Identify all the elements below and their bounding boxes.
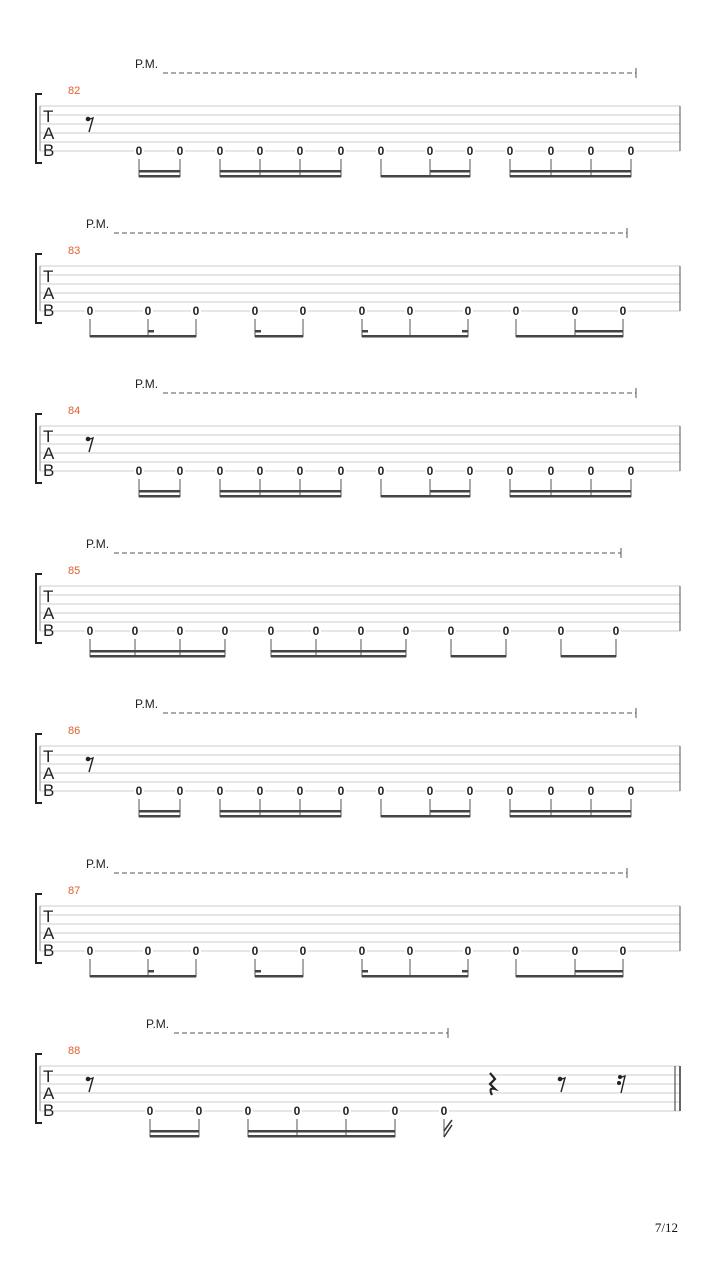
palm-mute-label: P.M. xyxy=(135,57,159,71)
fret-number: 0 xyxy=(293,1104,301,1118)
tab-system xyxy=(36,377,680,498)
fret-number: 0 xyxy=(466,464,474,478)
fret-number: 0 xyxy=(377,784,385,798)
fret-number: 0 xyxy=(216,784,224,798)
fret-number: 0 xyxy=(627,144,635,158)
fret-number: 0 xyxy=(506,464,514,478)
fret-number: 0 xyxy=(312,624,320,638)
beam xyxy=(139,490,180,493)
fret-number: 0 xyxy=(176,144,184,158)
fret-number: 0 xyxy=(587,144,595,158)
beam xyxy=(271,650,406,653)
fret-number: 0 xyxy=(337,784,345,798)
fret-number: 0 xyxy=(377,464,385,478)
fret-number: 0 xyxy=(377,144,385,158)
beam xyxy=(90,655,225,658)
page-number: 7/12 xyxy=(654,1220,678,1235)
fret-number: 0 xyxy=(447,624,455,638)
beam xyxy=(255,330,261,333)
fret-number: 0 xyxy=(619,304,627,318)
measure-number: 82 xyxy=(68,85,81,97)
fret-number: 0 xyxy=(176,784,184,798)
beam xyxy=(510,170,631,173)
beam xyxy=(510,490,631,493)
fret-number: 0 xyxy=(406,944,414,958)
fret-number: 0 xyxy=(506,144,514,158)
beam xyxy=(561,655,616,658)
palm-mute-label: P.M. xyxy=(135,697,159,711)
beam xyxy=(90,335,196,338)
measure-number: 84 xyxy=(68,405,81,417)
system-bracket xyxy=(36,414,42,483)
beam xyxy=(255,970,261,973)
tab-system xyxy=(36,857,680,978)
system-bracket xyxy=(36,1054,42,1123)
beam xyxy=(575,335,623,338)
fret-number: 0 xyxy=(256,784,264,798)
system-bracket xyxy=(36,254,42,323)
tab-letter: T xyxy=(43,427,54,446)
beam xyxy=(220,170,341,173)
fret-number: 0 xyxy=(464,304,472,318)
beam xyxy=(430,810,470,813)
beam xyxy=(362,975,468,978)
fret-number: 0 xyxy=(216,144,224,158)
fret-number: 0 xyxy=(506,784,514,798)
fret-number: 0 xyxy=(299,304,307,318)
fret-number: 0 xyxy=(426,784,434,798)
beam xyxy=(430,815,470,818)
fret-number: 0 xyxy=(587,784,595,798)
palm-mute-label: P.M. xyxy=(146,1017,170,1031)
beam xyxy=(148,330,154,333)
tab-letter: B xyxy=(43,1101,55,1120)
fret-number: 0 xyxy=(357,624,365,638)
tab-letter: A xyxy=(43,444,55,463)
beam xyxy=(462,970,468,973)
beam xyxy=(575,975,623,978)
fret-number: 0 xyxy=(86,944,94,958)
beam xyxy=(139,815,180,818)
beam xyxy=(220,495,341,498)
beam xyxy=(575,330,623,333)
fret-number: 0 xyxy=(267,624,275,638)
tab-letter: B xyxy=(43,141,55,160)
fret-number: 0 xyxy=(256,464,264,478)
fret-number: 0 xyxy=(426,144,434,158)
tab-system xyxy=(36,537,680,658)
beam xyxy=(148,970,154,973)
fret-number: 0 xyxy=(251,304,259,318)
tab-letter: T xyxy=(43,107,54,126)
fret-number: 0 xyxy=(342,1104,350,1118)
fret-number: 0 xyxy=(337,464,345,478)
beam xyxy=(220,815,341,818)
measure-number: 87 xyxy=(68,885,81,897)
beam xyxy=(139,810,180,813)
fret-number: 0 xyxy=(86,304,94,318)
fret-number: 0 xyxy=(144,944,152,958)
measure-number: 86 xyxy=(68,725,81,737)
tab-letter: B xyxy=(43,461,55,480)
fret-number: 0 xyxy=(299,944,307,958)
fret-number: 0 xyxy=(571,944,579,958)
fret-number: 0 xyxy=(358,304,366,318)
beam xyxy=(255,335,303,338)
tab-letter: T xyxy=(43,747,54,766)
fret-number: 0 xyxy=(192,944,200,958)
tab-letter: B xyxy=(43,301,55,320)
note-flag xyxy=(444,1120,452,1137)
sixteenth-rest-dot xyxy=(617,1081,621,1085)
beam xyxy=(139,170,180,173)
beam xyxy=(430,170,470,173)
beam xyxy=(510,810,631,813)
tab-letter: T xyxy=(43,1067,54,1086)
fret-number: 0 xyxy=(466,784,474,798)
tab-letter: B xyxy=(43,781,55,800)
tab-letter: T xyxy=(43,267,54,286)
fret-number: 0 xyxy=(296,464,304,478)
beam xyxy=(248,1130,395,1133)
beam xyxy=(248,1135,395,1138)
measure-number: 88 xyxy=(68,1045,81,1057)
fret-number: 0 xyxy=(216,464,224,478)
fret-number: 0 xyxy=(86,624,94,638)
beam xyxy=(430,490,470,493)
fret-number: 0 xyxy=(144,304,152,318)
beam xyxy=(362,330,368,333)
system-bracket xyxy=(36,894,42,963)
system-bracket xyxy=(36,574,42,643)
fret-number: 0 xyxy=(402,624,410,638)
beam xyxy=(510,815,631,818)
beam xyxy=(255,975,303,978)
tab-system xyxy=(36,697,680,818)
fret-number: 0 xyxy=(587,464,595,478)
tab-letter: B xyxy=(43,941,55,960)
tab-letter: B xyxy=(43,621,55,640)
palm-mute-label: P.M. xyxy=(86,537,110,551)
measure-number: 83 xyxy=(68,245,81,257)
tab-letter: A xyxy=(43,604,55,623)
fret-number: 0 xyxy=(571,304,579,318)
tab-system xyxy=(36,217,680,338)
fret-number: 0 xyxy=(358,944,366,958)
fret-number: 0 xyxy=(256,144,264,158)
beam xyxy=(150,1135,199,1138)
tab-letter: T xyxy=(43,907,54,926)
fret-number: 0 xyxy=(221,624,229,638)
beam xyxy=(430,495,470,498)
tab-letter: A xyxy=(43,284,55,303)
fret-number: 0 xyxy=(627,464,635,478)
fret-number: 0 xyxy=(135,784,143,798)
fret-number: 0 xyxy=(426,464,434,478)
fret-number: 0 xyxy=(464,944,472,958)
tab-letter: A xyxy=(43,124,55,143)
beam xyxy=(510,495,631,498)
tab-letter: T xyxy=(43,587,54,606)
system-bracket xyxy=(36,94,42,163)
fret-number: 0 xyxy=(557,624,565,638)
fret-number: 0 xyxy=(547,144,555,158)
palm-mute-label: P.M. xyxy=(86,217,110,231)
fret-number: 0 xyxy=(391,1104,399,1118)
tab-letter: A xyxy=(43,924,55,943)
fret-number: 0 xyxy=(440,1104,448,1118)
fret-number: 0 xyxy=(192,304,200,318)
palm-mute-label: P.M. xyxy=(86,857,110,871)
beam xyxy=(462,330,468,333)
beam xyxy=(220,490,341,493)
fret-number: 0 xyxy=(627,784,635,798)
measure-number: 85 xyxy=(68,565,81,577)
tab-system xyxy=(36,1017,680,1138)
beam xyxy=(220,810,341,813)
fret-number: 0 xyxy=(406,304,414,318)
fret-number: 0 xyxy=(135,464,143,478)
fret-number: 0 xyxy=(176,464,184,478)
fret-number: 0 xyxy=(512,304,520,318)
fret-number: 0 xyxy=(195,1104,203,1118)
fret-number: 0 xyxy=(146,1104,154,1118)
beam xyxy=(510,175,631,178)
fret-number: 0 xyxy=(131,624,139,638)
fret-number: 0 xyxy=(135,144,143,158)
beam xyxy=(139,175,180,178)
fret-number: 0 xyxy=(251,944,259,958)
fret-number: 0 xyxy=(547,784,555,798)
beam xyxy=(220,175,341,178)
fret-number: 0 xyxy=(337,144,345,158)
beam xyxy=(150,1130,199,1133)
fret-number: 0 xyxy=(176,624,184,638)
fret-number: 0 xyxy=(296,144,304,158)
fret-number: 0 xyxy=(466,144,474,158)
fret-number: 0 xyxy=(619,944,627,958)
fret-number: 0 xyxy=(512,944,520,958)
beam xyxy=(362,335,468,338)
beam xyxy=(575,970,623,973)
fret-number: 0 xyxy=(244,1104,252,1118)
beam xyxy=(90,975,196,978)
fret-number: 0 xyxy=(502,624,510,638)
beam xyxy=(139,495,180,498)
tab-letter: A xyxy=(43,764,55,783)
beam xyxy=(362,970,368,973)
fret-number: 0 xyxy=(547,464,555,478)
tab-system xyxy=(36,57,680,178)
beam xyxy=(451,655,506,658)
beam xyxy=(430,175,470,178)
palm-mute-label: P.M. xyxy=(135,377,159,391)
beam xyxy=(90,650,225,653)
system-bracket xyxy=(36,734,42,803)
tab-letter: A xyxy=(43,1084,55,1103)
fret-number: 0 xyxy=(296,784,304,798)
beam xyxy=(271,655,406,658)
fret-number: 0 xyxy=(612,624,620,638)
